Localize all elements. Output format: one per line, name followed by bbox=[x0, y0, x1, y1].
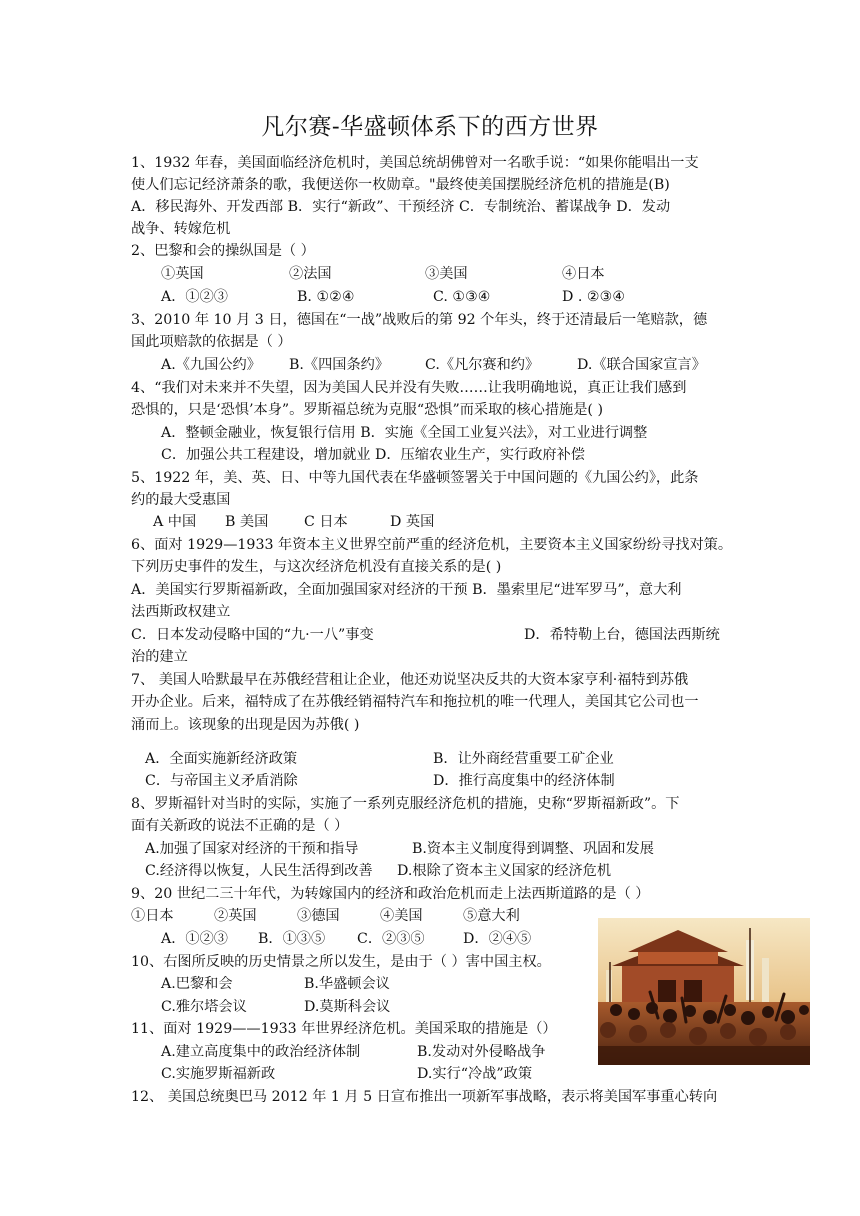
q10-option: C.雅尔塔会议 bbox=[161, 999, 247, 1015]
q7-line-3: 涌而上。该现象的出现是因为苏俄( ) bbox=[131, 717, 360, 733]
q6-option-d: D．希特勒上台，德国法西斯统 bbox=[524, 627, 720, 643]
q6-line-6: 治的建立 bbox=[131, 649, 188, 665]
q10-option: B.华盛顿会议 bbox=[304, 976, 390, 992]
q3-option: D.《联合国家宣言》 bbox=[577, 357, 706, 373]
q11-stem: 11、面对 1929——1933 年世界经济危机。美国采取的措施是（） bbox=[131, 1021, 557, 1037]
q1-line-1: 1、1932 年春，美国面临经济危机时，美国总统胡佛曾对一名歌手说：“如果你能唱出一支 bbox=[131, 155, 699, 171]
historical-protest-painting bbox=[598, 918, 810, 1065]
q6-option-c: C．日本发动侵略中国的“九·一八”事变 bbox=[131, 627, 374, 643]
q6-line-4: 法西斯政权建立 bbox=[131, 604, 231, 620]
q6-line-2: 下列历史事件的发生，与这次经济危机没有直接关系的是( ) bbox=[131, 559, 502, 575]
q2-item: ④日本 bbox=[562, 266, 605, 282]
q1-line-4: 战争、转嫁危机 bbox=[131, 221, 231, 237]
q2-item: ②法国 bbox=[289, 266, 332, 282]
q12-line-1: 12、 美国总统奥巴马 2012 年 1 月 5 日宣布推出一项新军事战略，表示将美国军事重心转向 bbox=[131, 1089, 718, 1105]
q9-option: D．②④⑤ bbox=[463, 931, 532, 947]
q5-option: C 日本 bbox=[304, 514, 348, 530]
q6-line-3: A．美国实行罗斯福新政，全面加强国家对经济的干预 B．墨索里尼“进军罗马”，意大利 bbox=[131, 582, 682, 598]
q8-option: D.根除了资本主义国家的经济危机 bbox=[397, 863, 612, 879]
q3-option: A.《九国公约》 bbox=[161, 357, 261, 373]
q4-line-1: 4、“我们对未来并不失望，因为美国人民并没有失败……让我明确地说，真正让我们感到 bbox=[131, 380, 687, 396]
q5-option: A 中国 bbox=[153, 514, 197, 530]
q5-option: D 英国 bbox=[390, 514, 435, 530]
q9-item: ①日本 bbox=[131, 908, 174, 924]
q4-options-ab: A．整顿金融业，恢复银行信用 B．实施《全国工业复兴法》，对工业进行调整 bbox=[161, 425, 648, 441]
q2-option: B. ①②④ bbox=[297, 289, 355, 305]
q2-option: C. ①③④ bbox=[433, 289, 491, 305]
q1-line-2: 使人们忘记经济萧条的歌，我便送你一枚勋章。"最终使美国摆脱经济危机的措施是(B) bbox=[131, 177, 670, 193]
q8-option: A.加强了国家对经济的干预和指导 bbox=[145, 841, 359, 857]
q5-line-1: 5、1922 年，美、英、日、中等九国代表在华盛顿签署关于中国问题的《九国公约》，此条 bbox=[131, 470, 699, 486]
q7-line-1: 7、 美国人哈默最早在苏俄经营租让企业，他还劝说坚决反共的大资本家亨利·福特到苏俄 bbox=[131, 672, 689, 688]
q5-option: B 美国 bbox=[225, 514, 269, 530]
q2-option: A．①②③ bbox=[161, 289, 228, 305]
q7-option: B．让外商经营重要工矿企业 bbox=[433, 751, 614, 767]
q2-item: ①英国 bbox=[161, 266, 204, 282]
q3-line-1: 3、2010 年 10 月 3 日，德国在“一战”战败后的第 92 个年头，终于还清最后一笔赔款，德 bbox=[131, 312, 708, 328]
q9-option: C．②③⑤ bbox=[357, 931, 425, 947]
q2-item: ③美国 bbox=[425, 266, 468, 282]
q8-option: C.经济得以恢复，人民生活得到改善 bbox=[145, 863, 373, 879]
q9-item: ②英国 bbox=[214, 908, 257, 924]
q11-option: A.建立高度集中的政治经济体制 bbox=[161, 1044, 361, 1060]
q10-option: A.巴黎和会 bbox=[161, 976, 233, 992]
q10-option: D.莫斯科会议 bbox=[304, 999, 391, 1015]
q6-line-1: 6、面对 1929—1933 年资本主义世界空前严重的经济危机，主要资本主义国家纷纷寻找对策。 bbox=[131, 537, 733, 553]
q9-item: ④美国 bbox=[380, 908, 423, 924]
q11-option: D.实行“冷战”政策 bbox=[417, 1066, 533, 1082]
q9-option: B．①③⑤ bbox=[258, 931, 326, 947]
q2-stem: 2、巴黎和会的操纵国是（ ） bbox=[131, 243, 315, 259]
q4-line-2: 恐惧的，只是‘恐惧’本身”。罗斯福总统为克服“恐惧”而采取的核心措施是( ) bbox=[131, 402, 603, 418]
page-title: 凡尔赛-华盛顿体系下的西方世界 bbox=[261, 114, 599, 140]
q8-line-2: 面有关新政的说法不正确的是（ ） bbox=[131, 818, 349, 834]
q7-option: A．全面实施新经济政策 bbox=[145, 751, 298, 767]
q3-option: C.《凡尔赛和约》 bbox=[425, 357, 540, 373]
q9-option: A．①②③ bbox=[161, 931, 228, 947]
q5-line-2: 约的最大受惠国 bbox=[131, 492, 231, 508]
q1-line-3: A．移民海外、开发西部 B．实行“新政”、干预经济 C．专制统治、蓄谋战争 D．发动 bbox=[131, 199, 671, 215]
q8-option: B.资本主义制度得到调整、巩固和发展 bbox=[412, 841, 654, 857]
q9-item: ⑤意大利 bbox=[463, 908, 520, 924]
q7-option: D．推行高度集中的经济体制 bbox=[433, 773, 615, 789]
q3-line-2: 国此项赔款的依据是（ ） bbox=[131, 334, 292, 350]
q7-option: C．与帝国主义矛盾消除 bbox=[145, 773, 298, 789]
q4-options-cd: C．加强公共工程建设，增加就业 D．压缩农业生产，实行政府补偿 bbox=[161, 447, 585, 463]
q9-item: ③德国 bbox=[297, 908, 340, 924]
q7-line-2: 开办企业。后来，福特成了在苏俄经销福特汽车和拖拉机的唯一代理人，美国其它公司也一 bbox=[131, 694, 699, 710]
q9-stem: 9、20 世纪二三十年代，为转嫁国内的经济和政治危机而走上法西斯道路的是（ ） bbox=[131, 886, 650, 902]
q11-option: B.发动对外侵略战争 bbox=[417, 1044, 546, 1060]
q8-line-1: 8、罗斯福针对当时的实际，实施了一系列克服经济危机的措施，史称“罗斯福新政”。下 bbox=[131, 796, 680, 812]
q2-option: D . ②③④ bbox=[562, 289, 626, 305]
q3-option: B.《四国条约》 bbox=[289, 357, 390, 373]
q10-stem: 10、右图所反映的历史情景之所以发生，是由于（ ）害中国主权。 bbox=[131, 954, 551, 970]
q11-option: C.实施罗斯福新政 bbox=[161, 1066, 276, 1082]
